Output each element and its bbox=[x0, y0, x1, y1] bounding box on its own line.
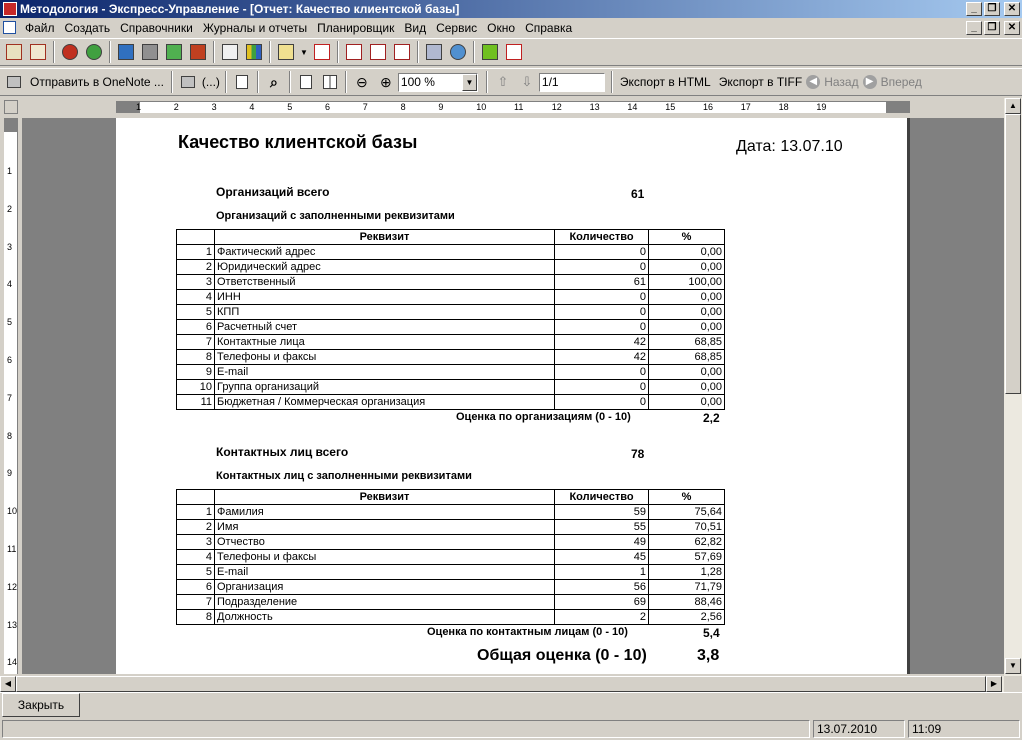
row-count: 45 bbox=[555, 550, 649, 565]
row-requisite: Имя bbox=[215, 520, 555, 535]
dropdown-arrow-button[interactable] bbox=[299, 41, 309, 63]
row-requisite: Расчетный счет bbox=[215, 320, 555, 335]
report-viewport[interactable] bbox=[22, 118, 1004, 674]
row-requisite: Ответственный bbox=[215, 275, 555, 290]
arrow-left-icon: ◀ bbox=[4, 679, 12, 688]
calendar2-button[interactable] bbox=[27, 41, 49, 63]
vruler-number: 14 bbox=[7, 657, 18, 668]
row-requisite: Подразделение bbox=[215, 595, 555, 610]
row-requisite: E-mail bbox=[215, 565, 555, 580]
arrow-down-icon: ▼ bbox=[1009, 661, 1017, 670]
ruler-number: 12 bbox=[551, 102, 562, 112]
horizontal-scrollbar[interactable] bbox=[0, 676, 1004, 692]
row-percent: 70,51 bbox=[649, 520, 725, 535]
ruler-number: 17 bbox=[740, 102, 751, 112]
contact-requisites-table bbox=[176, 489, 725, 625]
vruler-number: 3 bbox=[7, 241, 13, 252]
ruler-number: 6 bbox=[325, 102, 331, 112]
books-button[interactable] bbox=[115, 41, 137, 63]
printer-icon bbox=[181, 76, 195, 88]
org-score-value: 2,2 bbox=[703, 411, 720, 425]
ruler-number: 14 bbox=[627, 102, 638, 112]
row-number: 7 bbox=[177, 595, 215, 610]
org-score-label: Оценка по организациям (0 - 10) bbox=[456, 411, 631, 423]
status-panel-main bbox=[2, 720, 810, 738]
vruler-number: 11 bbox=[7, 544, 17, 554]
orgs-filled-heading: Организаций с заполненными реквизитами bbox=[216, 210, 455, 222]
row-percent: 2,56 bbox=[649, 610, 725, 625]
arrow-down-icon: ⇩ bbox=[521, 74, 533, 89]
col-header-count: Количество bbox=[555, 490, 649, 505]
printer-icon bbox=[7, 76, 21, 88]
scroll-left-button[interactable] bbox=[0, 676, 16, 692]
calendar-day-button[interactable] bbox=[311, 41, 333, 63]
row-requisite: Контактные лица bbox=[215, 335, 555, 350]
row-percent: 68,85 bbox=[649, 335, 725, 350]
row-percent: 0,00 bbox=[649, 290, 725, 305]
zoom-select[interactable] bbox=[398, 73, 478, 92]
print-options-button[interactable]: (...) bbox=[201, 75, 220, 89]
zoom-out-button[interactable] bbox=[351, 71, 373, 93]
ruler-number: 5 bbox=[287, 102, 293, 112]
row-percent: 0,00 bbox=[649, 320, 725, 335]
menu-references[interactable]: Справочники bbox=[120, 21, 193, 35]
row-count: 61 bbox=[555, 275, 649, 290]
ruler-number: 8 bbox=[400, 102, 406, 112]
row-requisite: Группа организаций bbox=[215, 380, 555, 395]
preview-toolbar bbox=[0, 68, 1022, 96]
bottom-bar bbox=[0, 692, 1022, 718]
table-row bbox=[177, 595, 725, 610]
status-date: 13.07.2010 bbox=[813, 720, 905, 738]
vruler-number: 9 bbox=[7, 468, 13, 479]
arrow-up-icon: ▲ bbox=[1009, 101, 1017, 110]
money-icon bbox=[166, 44, 182, 60]
row-percent: 88,46 bbox=[649, 595, 725, 610]
people-icon bbox=[86, 44, 102, 60]
status-bar bbox=[0, 718, 1022, 740]
prev-page-button[interactable] bbox=[492, 71, 514, 93]
ruler-number: 19 bbox=[816, 102, 827, 112]
scroll-right-button[interactable] bbox=[986, 676, 1002, 692]
copy-icon bbox=[236, 75, 248, 89]
row-number: 2 bbox=[177, 260, 215, 275]
row-requisite: Бюджетная / Коммерческая организация bbox=[215, 395, 555, 410]
vruler-number: 1 bbox=[7, 166, 13, 176]
table-row bbox=[177, 305, 725, 320]
menu-file[interactable]: Файл bbox=[25, 21, 55, 35]
doc-ch-button[interactable] bbox=[367, 41, 389, 63]
grid-icon bbox=[506, 44, 522, 60]
table-row bbox=[177, 520, 725, 535]
page-number-field[interactable]: 1/1 bbox=[539, 73, 605, 92]
table-row bbox=[177, 275, 725, 290]
calendar-day-icon bbox=[314, 44, 330, 60]
clipboard-button[interactable] bbox=[275, 41, 297, 63]
row-number: 3 bbox=[177, 275, 215, 290]
window-title: Методология - Экспресс-Управление - [Отчет: Качество клиентской базы] bbox=[20, 2, 460, 16]
row-number: 6 bbox=[177, 320, 215, 335]
vruler-number: 2 bbox=[7, 203, 13, 214]
menu-view[interactable]: Вид bbox=[404, 21, 427, 35]
doc-restore-button[interactable]: ❐ bbox=[984, 21, 1000, 35]
document-p-icon bbox=[394, 44, 410, 60]
bar-chart-icon bbox=[246, 44, 262, 60]
vruler-number: 4 bbox=[7, 279, 13, 290]
row-number: 6 bbox=[177, 580, 215, 595]
doc-minimize-button[interactable]: _ bbox=[966, 21, 982, 35]
chart-button[interactable] bbox=[243, 41, 265, 63]
row-count: 0 bbox=[555, 260, 649, 275]
row-percent: 0,00 bbox=[649, 260, 725, 275]
vruler-number: 12 bbox=[7, 581, 18, 592]
row-percent: 68,85 bbox=[649, 350, 725, 365]
ruler-number: 9 bbox=[438, 102, 444, 112]
table-row bbox=[177, 260, 725, 275]
contacts-total-value: 78 bbox=[631, 447, 645, 461]
phone-button[interactable] bbox=[139, 41, 161, 63]
export-html-button[interactable]: Экспорт в HTML bbox=[619, 75, 711, 89]
row-number: 3 bbox=[177, 535, 215, 550]
document-ch-icon bbox=[370, 44, 386, 60]
copy-button[interactable] bbox=[231, 71, 253, 93]
vruler-number: 8 bbox=[7, 430, 13, 441]
table-row bbox=[177, 550, 725, 565]
single-page-icon bbox=[300, 75, 312, 89]
clipboard-icon bbox=[278, 44, 294, 60]
row-number: 4 bbox=[177, 290, 215, 305]
row-number: 1 bbox=[177, 505, 215, 520]
main-toolbar bbox=[0, 38, 1022, 66]
row-count: 0 bbox=[555, 305, 649, 320]
zoom-value: 100 % bbox=[400, 74, 435, 89]
row-number: 8 bbox=[177, 350, 215, 365]
print-button[interactable] bbox=[177, 71, 199, 93]
list-icon bbox=[222, 44, 238, 60]
row-count: 0 bbox=[555, 395, 649, 410]
vruler-number: 7 bbox=[7, 392, 13, 403]
calendar-week-icon bbox=[30, 44, 46, 60]
menu-bar bbox=[0, 18, 1022, 38]
app-icon bbox=[3, 2, 17, 16]
row-percent: 0,00 bbox=[649, 395, 725, 410]
orgs-total-value: 61 bbox=[631, 187, 645, 201]
table-row bbox=[177, 245, 725, 260]
vertical-ruler bbox=[4, 118, 18, 674]
binoculars-icon: ⌕ bbox=[270, 73, 278, 90]
vruler-number: 10 bbox=[7, 506, 18, 517]
table-row bbox=[177, 365, 725, 380]
ruler-number: 13 bbox=[589, 102, 600, 112]
grid-button[interactable] bbox=[503, 41, 525, 63]
table-row bbox=[177, 535, 725, 550]
ruler-number: 11 bbox=[514, 102, 524, 112]
phone-icon bbox=[142, 44, 158, 60]
calendar-icon bbox=[6, 44, 22, 60]
menu-journals[interactable]: Журналы и отчеты bbox=[202, 21, 308, 35]
row-requisite: Отчество bbox=[215, 535, 555, 550]
close-window-button[interactable]: ✕ bbox=[1004, 2, 1020, 16]
status-time: 11:09 bbox=[908, 720, 1020, 738]
org-requisites-table bbox=[176, 229, 725, 410]
arrow-up-icon: ⇧ bbox=[497, 74, 509, 89]
contact-score-value: 5,4 bbox=[703, 626, 720, 640]
send-to-onenote-button[interactable]: Отправить в OneNote ... bbox=[30, 75, 164, 89]
row-percent: 71,79 bbox=[649, 580, 725, 595]
table-row bbox=[177, 610, 725, 625]
contact-score-label: Оценка по контактным лицам (0 - 10) bbox=[427, 626, 628, 638]
ruler-number: 15 bbox=[665, 102, 676, 112]
row-number: 11 bbox=[177, 395, 215, 410]
ruler-corner bbox=[4, 100, 18, 114]
doc-close-button[interactable]: ✕ bbox=[1004, 21, 1020, 35]
row-requisite: Должность bbox=[215, 610, 555, 625]
row-number: 5 bbox=[177, 565, 215, 580]
row-requisite: Телефоны и факсы bbox=[215, 550, 555, 565]
document-icon[interactable] bbox=[3, 21, 16, 34]
briefcase-icon bbox=[190, 44, 206, 60]
row-requisite: Телефоны и факсы bbox=[215, 350, 555, 365]
row-requisite: Юридический адрес bbox=[215, 260, 555, 275]
row-percent: 0,00 bbox=[649, 305, 725, 320]
row-count: 55 bbox=[555, 520, 649, 535]
row-percent: 0,00 bbox=[649, 365, 725, 380]
forward-arrow-icon: ▶ bbox=[863, 75, 877, 89]
vertical-scrollbar[interactable] bbox=[1004, 98, 1022, 676]
row-count: 56 bbox=[555, 580, 649, 595]
ruler-number: 10 bbox=[476, 102, 487, 112]
briefcase-button[interactable] bbox=[187, 41, 209, 63]
scroll-down-button[interactable] bbox=[1005, 658, 1021, 674]
ruler-number: 3 bbox=[211, 102, 217, 112]
row-number: 7 bbox=[177, 335, 215, 350]
table-row bbox=[177, 380, 725, 395]
row-number: 5 bbox=[177, 305, 215, 320]
row-requisite: Фамилия bbox=[215, 505, 555, 520]
contacts-total-label: Контактных лиц всего bbox=[216, 445, 349, 459]
ruler-number: 1 bbox=[136, 102, 142, 112]
minimize-button[interactable]: _ bbox=[966, 2, 982, 16]
row-percent: 1,28 bbox=[649, 565, 725, 580]
row-count: 1 bbox=[555, 565, 649, 580]
row-count: 69 bbox=[555, 595, 649, 610]
col-header-requisite: Реквизит bbox=[215, 230, 555, 245]
ruler-number: 18 bbox=[778, 102, 789, 112]
multi-page-icon bbox=[323, 75, 337, 89]
books-icon bbox=[118, 44, 134, 60]
calculator-button[interactable] bbox=[423, 41, 445, 63]
row-count: 42 bbox=[555, 350, 649, 365]
row-number: 8 bbox=[177, 610, 215, 625]
table-row bbox=[177, 580, 725, 595]
row-requisite: E-mail bbox=[215, 365, 555, 380]
orgs-total-label: Организаций всего bbox=[216, 185, 330, 199]
report-page bbox=[116, 118, 910, 674]
row-requisite: ИНН bbox=[215, 290, 555, 305]
date-label: Дата: bbox=[736, 138, 776, 155]
zoom-in-button[interactable] bbox=[375, 71, 397, 93]
zoom-out-icon: ⊖ bbox=[356, 73, 368, 90]
globe-icon bbox=[450, 44, 466, 60]
ruler-number: 2 bbox=[173, 102, 179, 112]
zoom-in-icon: ⊕ bbox=[380, 73, 392, 90]
doc-p-button[interactable] bbox=[391, 41, 413, 63]
document-a-icon bbox=[346, 44, 362, 60]
row-count: 49 bbox=[555, 535, 649, 550]
ruler-number: 4 bbox=[249, 102, 255, 112]
onenote-print-button[interactable] bbox=[3, 71, 25, 93]
col-header-requisite: Реквизит bbox=[215, 490, 555, 505]
back-button[interactable]: Назад bbox=[824, 75, 859, 89]
row-number: 4 bbox=[177, 550, 215, 565]
vruler-number: 5 bbox=[7, 317, 13, 328]
table-row bbox=[177, 350, 725, 365]
list-button[interactable] bbox=[219, 41, 241, 63]
forward-button[interactable]: Вперед bbox=[880, 75, 922, 89]
menu-window[interactable]: Окно bbox=[487, 21, 516, 35]
export-tiff-button[interactable]: Экспорт в TIFF bbox=[718, 75, 803, 89]
row-count: 0 bbox=[555, 245, 649, 260]
row-count: 0 bbox=[555, 365, 649, 380]
flag-icon bbox=[482, 44, 498, 60]
total-score-label: Общая оценка (0 - 10) bbox=[477, 647, 647, 664]
vruler-number: 6 bbox=[7, 355, 13, 365]
scroll-up-button[interactable] bbox=[1005, 98, 1021, 114]
row-number: 9 bbox=[177, 365, 215, 380]
single-page-button[interactable] bbox=[295, 71, 317, 93]
row-count: 42 bbox=[555, 335, 649, 350]
row-requisite: Фактический адрес bbox=[215, 245, 555, 260]
row-percent: 0,00 bbox=[649, 245, 725, 260]
row-percent: 57,69 bbox=[649, 550, 725, 565]
close-report-button[interactable]: Закрыть bbox=[2, 693, 80, 717]
multi-page-button[interactable] bbox=[319, 71, 341, 93]
vruler-number: 13 bbox=[7, 619, 18, 630]
table-row bbox=[177, 395, 725, 410]
calendar-button[interactable] bbox=[3, 41, 25, 63]
table-row bbox=[177, 290, 725, 305]
row-percent: 75,64 bbox=[649, 505, 725, 520]
chevron-down-icon: ▼ bbox=[300, 47, 308, 57]
menu-create[interactable]: Создать bbox=[64, 21, 111, 35]
horizontal-scroll-thumb[interactable] bbox=[16, 676, 986, 692]
row-requisite: Организация bbox=[215, 580, 555, 595]
vertical-scroll-thumb[interactable] bbox=[1005, 114, 1021, 394]
calculator-icon bbox=[426, 44, 442, 60]
contacts-filled-heading: Контактных лиц с заполненными реквизитами bbox=[216, 470, 472, 482]
date-value: 13.07.10 bbox=[780, 138, 843, 155]
row-requisite: КПП bbox=[215, 305, 555, 320]
ruler-number: 7 bbox=[362, 102, 368, 112]
col-header-percent: % bbox=[649, 490, 725, 505]
person-button[interactable] bbox=[59, 41, 81, 63]
row-count: 59 bbox=[555, 505, 649, 520]
menu-scheduler[interactable]: Планировщик bbox=[317, 21, 395, 35]
col-header-count: Количество bbox=[555, 230, 649, 245]
horizontal-ruler bbox=[0, 98, 1022, 118]
ruler-number: 16 bbox=[703, 102, 714, 112]
arrow-right-icon: ▶ bbox=[990, 679, 998, 688]
doc-a-button[interactable] bbox=[343, 41, 365, 63]
table-row bbox=[177, 320, 725, 335]
globe-button[interactable] bbox=[447, 41, 469, 63]
report-date bbox=[736, 138, 843, 156]
money-button[interactable] bbox=[163, 41, 185, 63]
title-bar bbox=[0, 0, 1022, 18]
maximize-button[interactable]: ❐ bbox=[984, 2, 1000, 16]
find-button[interactable] bbox=[263, 71, 285, 93]
col-header-percent: % bbox=[649, 230, 725, 245]
person-icon bbox=[62, 44, 78, 60]
row-number: 2 bbox=[177, 520, 215, 535]
row-count: 0 bbox=[555, 320, 649, 335]
row-count: 0 bbox=[555, 380, 649, 395]
row-number: 10 bbox=[177, 380, 215, 395]
back-arrow-icon: ◀ bbox=[806, 75, 820, 89]
menu-service[interactable]: Сервис bbox=[436, 21, 478, 35]
row-count: 0 bbox=[555, 290, 649, 305]
next-page-button[interactable] bbox=[516, 71, 538, 93]
people-button[interactable] bbox=[83, 41, 105, 63]
row-number: 1 bbox=[177, 245, 215, 260]
report-title: Качество клиентской базы bbox=[178, 132, 418, 152]
menu-help[interactable]: Справка bbox=[525, 21, 573, 35]
row-percent: 100,00 bbox=[649, 275, 725, 290]
table-row bbox=[177, 505, 725, 520]
row-percent: 0,00 bbox=[649, 380, 725, 395]
flag-button[interactable] bbox=[479, 41, 501, 63]
total-score-value: 3,8 bbox=[697, 647, 720, 664]
chevron-down-icon[interactable]: ▼ bbox=[462, 74, 477, 91]
row-count: 2 bbox=[555, 610, 649, 625]
table-row bbox=[177, 335, 725, 350]
table-row bbox=[177, 565, 725, 580]
row-percent: 62,82 bbox=[649, 535, 725, 550]
